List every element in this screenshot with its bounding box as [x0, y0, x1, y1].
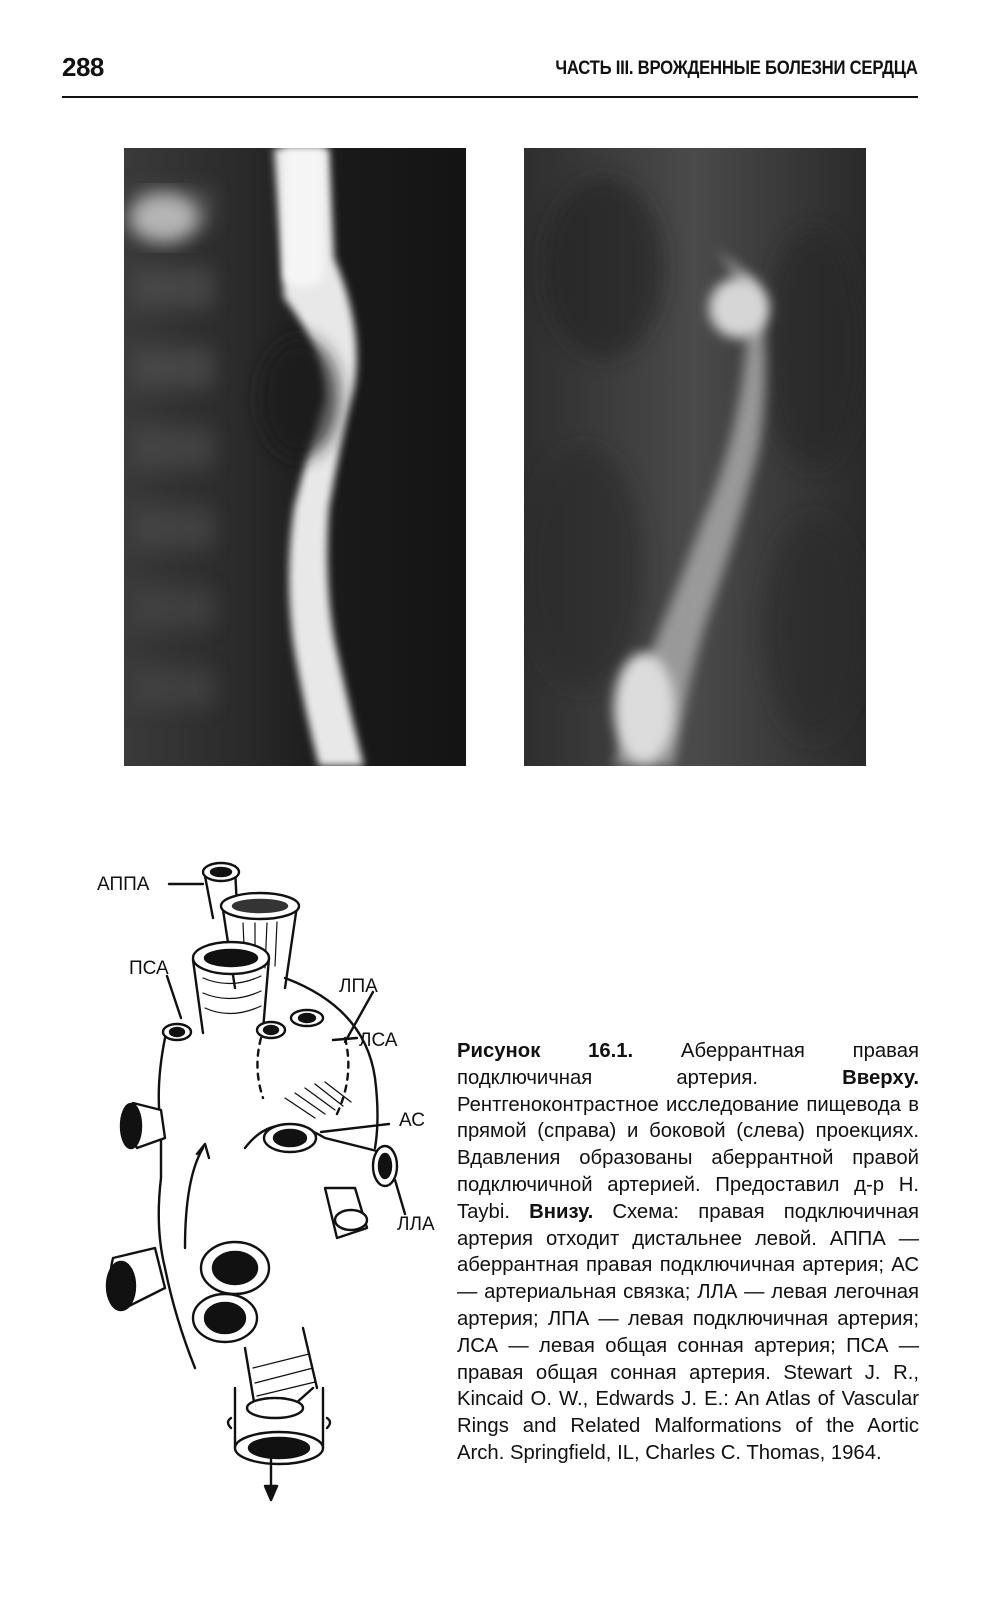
- label-appa: АППА: [97, 874, 150, 895]
- aortic-arch-diagram-icon: [85, 848, 445, 1508]
- xray-esophagus-frontal-icon: [524, 148, 866, 766]
- caption-bottom-label: Внизу.: [529, 1200, 594, 1223]
- caption-top-label: Вверху.: [842, 1066, 919, 1089]
- caption-intro: Аберрантная правая подключичная артерия.: [457, 1040, 919, 1089]
- label-lsa: ЛСА: [359, 1030, 398, 1051]
- label-as: АС: [399, 1110, 425, 1131]
- header-rule: [62, 96, 918, 98]
- xray-frontal-image: [524, 148, 866, 766]
- label-lpa: ЛПА: [339, 976, 378, 997]
- xray-lateral-image: [124, 148, 466, 766]
- label-lla: ЛЛА: [397, 1214, 435, 1235]
- figure-caption: [457, 1038, 919, 1467]
- page-number: 288: [62, 52, 104, 82]
- xray-esophagus-lateral-icon: [124, 148, 466, 766]
- caption-bottom-text: Схема: правая подключичная артерия отходит дистальнее левой. АППА — аберрантная правая подключичная артерия; АС — артериальная связка; ЛЛА — левая легочная артерия; ЛПА — левая подключичная артерия; ЛСА — левая общая сонная артерия; ПСА — правая общая сонная артерия. Stewart J. R., Kincaid O. W., Edwards J. E.: An Atlas of Vascular Rings and Related Malformations of the Aortic Arch. Springfield, IL, Charles C. Thomas, 1964.: [457, 1200, 919, 1464]
- caption-top-text: Рентгеноконтрастное исследование пищевода в прямой (справа) и боковой (слева) проекциях. Вдавления образованы аберрантной правой подключичной артерией. Предоставил д-р H. Taybi.: [457, 1093, 919, 1223]
- aortic-arch-diagram: [85, 848, 445, 1508]
- caption-figure-label: Рисунок 16.1.: [457, 1040, 634, 1062]
- label-psa: ПСА: [129, 958, 169, 979]
- running-head: ЧАСТЬ III. ВРОЖДЕННЫЕ БОЛЕЗНИ СЕРДЦА: [555, 58, 918, 79]
